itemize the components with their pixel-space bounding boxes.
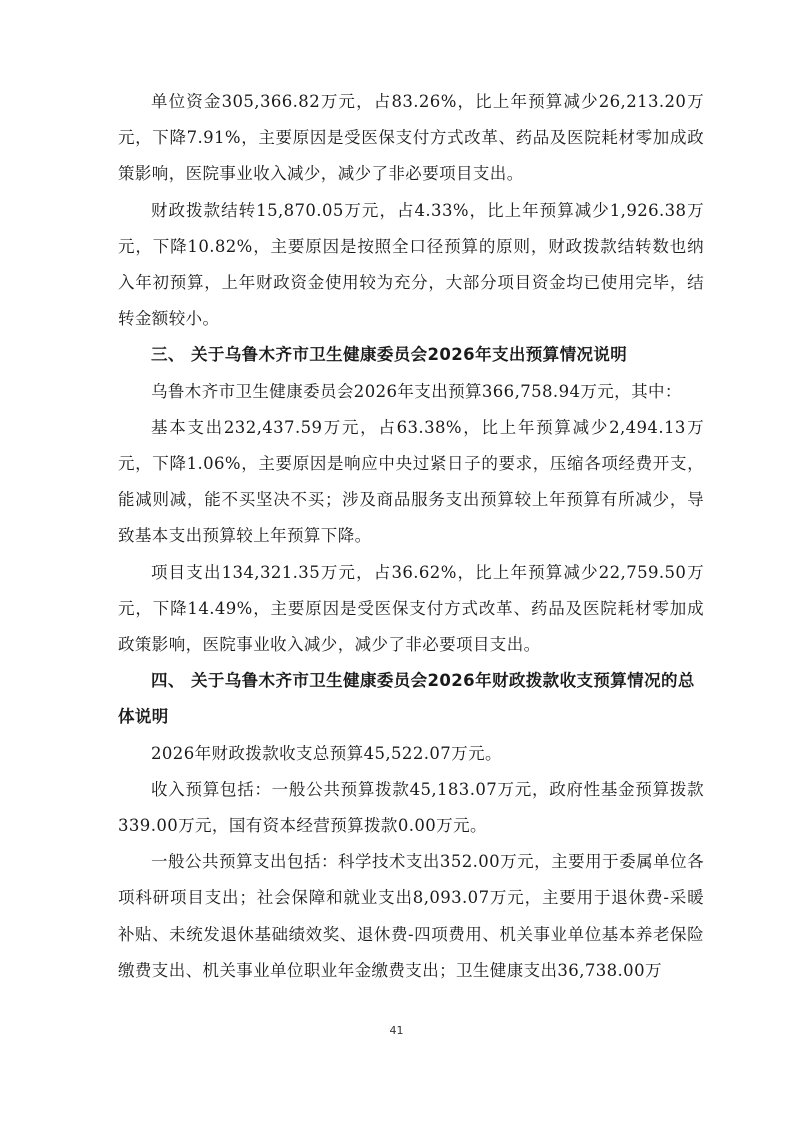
page-number: 41 xyxy=(389,1024,404,1037)
paragraph-expenditure-total: 乌鲁木齐市卫生健康委员会2026年支出预算366,758.94万元，其中： xyxy=(151,381,682,401)
paragraph-fiscal-carryover: 财政拨款结转15,870.05万元，占4.33%，比上年预算减少1,926.38万元，下降10.82%，主要原因是按照全口径预算的原则，财政拨款结转数也纳入年初预算，上年财政资金使用较为充分，大部分项目资金均已使用完毕，结转金额较小。 xyxy=(118,200,704,329)
paragraph-general-budget-expenditure: 一般公共预算支出包括：科学技术支出352.00万元，主要用于委属单位各项科研项目支出；社会保障和就业支出8,093.07万元，主要用于退休费-采暖补贴、未统发退休基础绩效奖、退休费-四项费用、机关事业单位基本养老保险缴费支出、机关事业单位职业年金缴费支出；卫生健康支出36,738.00万 xyxy=(118,852,704,980)
section-heading-4: 四、 关于乌鲁木齐市卫生健康委员会2026年财政拨款收支预算情况的总体说明 xyxy=(118,671,695,727)
paragraph-fiscal-total: 2026年财政拨款收支总预算45,522.07万元。 xyxy=(151,743,502,763)
paragraph-unit-funds: 单位资金305,366.82万元，占83.26%，比上年预算减少26,213.20万元，下降7.91%，主要原因是受医保支付方式改革、药品及医院耗材零加成政策影响，医院事业收入减少，减少了非必要项目支出。 xyxy=(118,92,704,184)
paragraph-project-expenditure: 项目支出134,321.35万元，占36.62%，比上年预算减少22,759.50万元，下降14.49%，主要原因是受医保支付方式改革、药品及医院耗材零加成政策影响，医院事业收入减少，减少了非必要项目支出。 xyxy=(118,562,704,655)
document-body xyxy=(118,84,704,989)
section-heading-3: 三、 关于乌鲁木齐市卫生健康委员会2026年支出预算情况说明 xyxy=(151,345,628,365)
paragraph-income-budget: 收入预算包括：一般公共预算拨款45,183.07万元，政府性基金预算拨款339.00万元，国有资本经营预算拨款0.00万元。 xyxy=(118,779,704,836)
paragraph-basic-expenditure: 基本支出232,437.59万元，占63.38%，比上年预算减少2,494.13万元，下降1.06%，主要原因是响应中央过紧日子的要求，压缩各项经费开支，能减则减，能不买坚决不买；涉及商品服务支出预算较上年预算有所减少，导致基本支出预算较上年预算下降。 xyxy=(118,417,704,546)
